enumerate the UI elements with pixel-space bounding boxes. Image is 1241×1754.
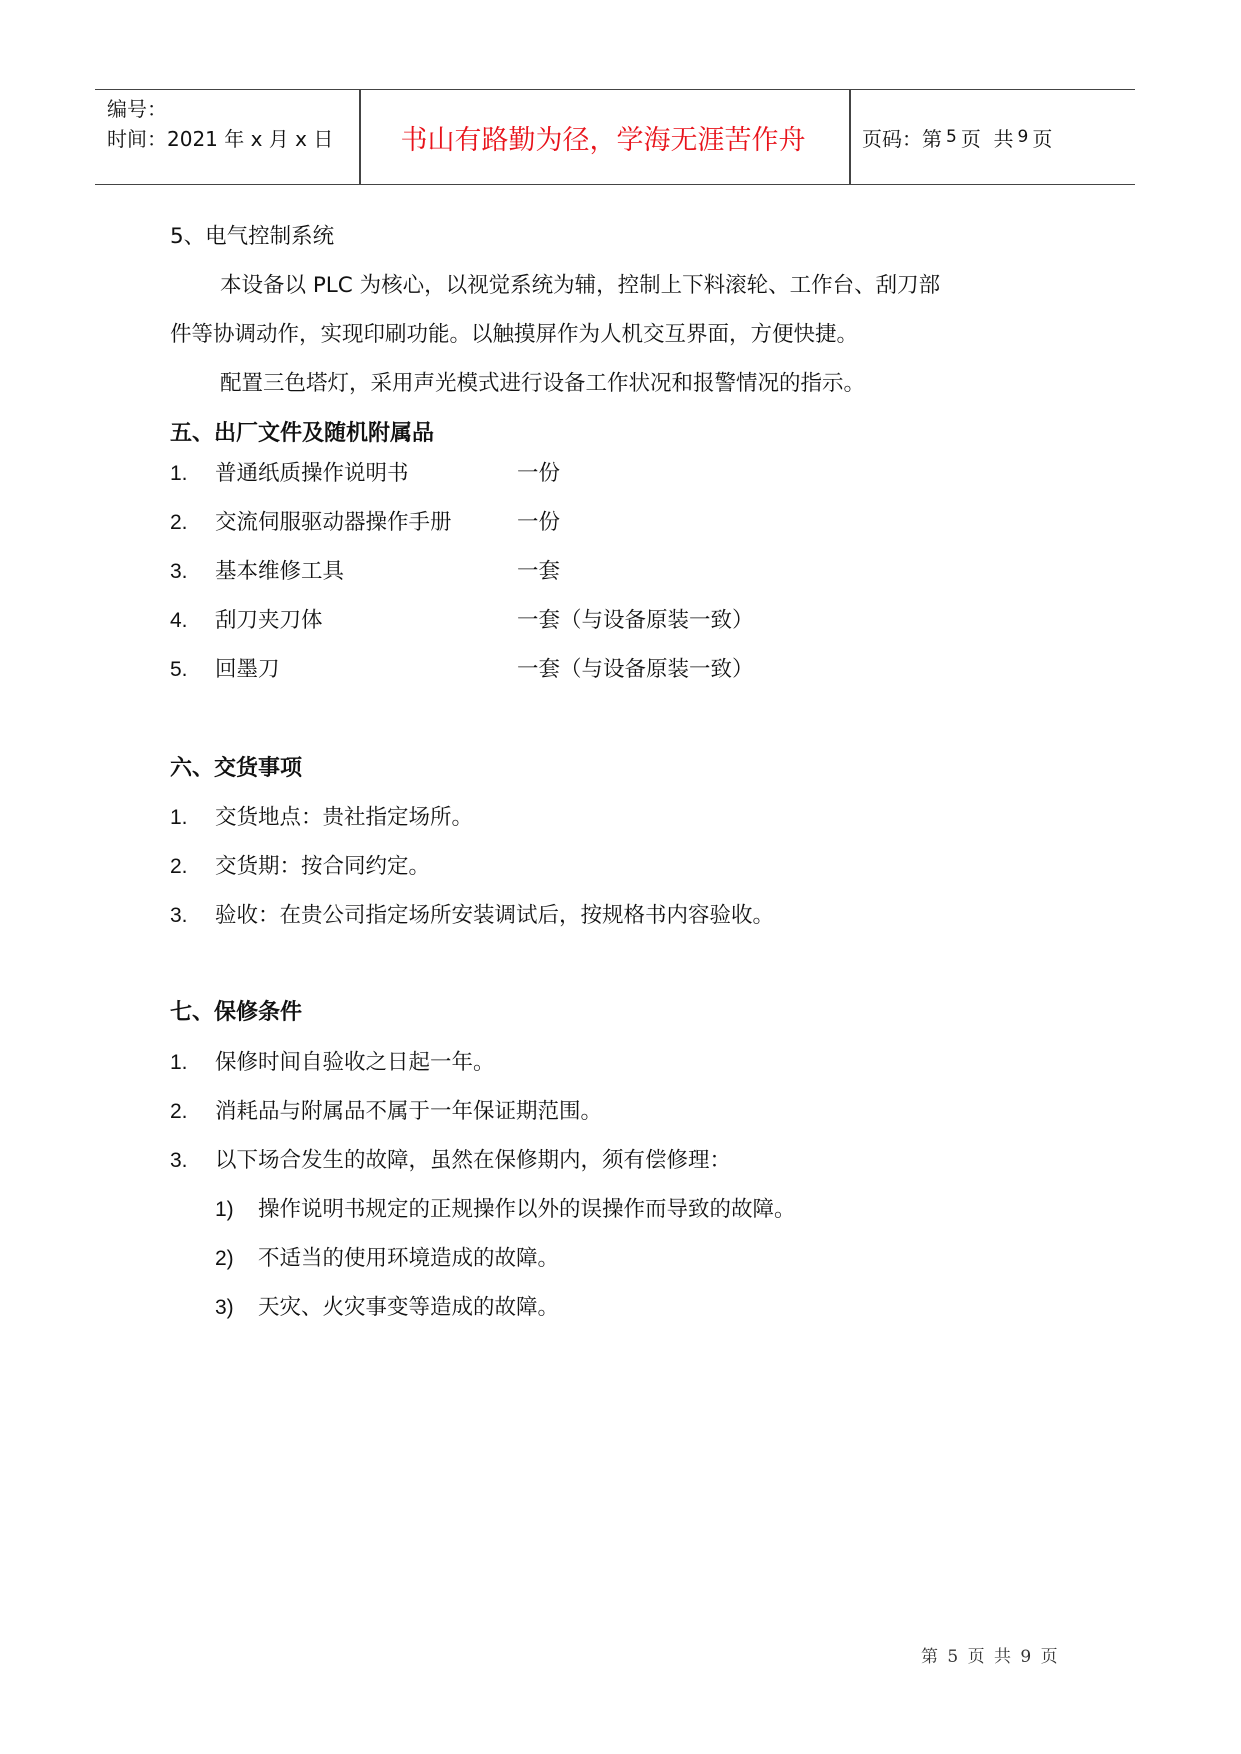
item-name: 普通纸质操作说明书: [215, 461, 409, 486]
sub-list-number: 3): [215, 1296, 234, 1319]
item-text: 交货地点：贵社指定场所。: [215, 805, 474, 830]
page-current: 5: [946, 127, 957, 147]
list-number: 2.: [170, 1100, 188, 1123]
item-qty: 一套: [517, 559, 561, 584]
paragraph-line: 本设备以 PLC 为核心，以视觉系统为辅，控制上下料滚轮、工作台、刮刀部: [220, 273, 941, 298]
header-divider: [849, 90, 851, 184]
list-number: 3.: [170, 1149, 188, 1172]
list-number: 2.: [170, 855, 188, 878]
item-name: 刮刀夹刀体: [215, 608, 323, 633]
page-footer: 第 5 页 共 9 页: [921, 1647, 1058, 1667]
item-text: 保修时间自验收之日起一年。: [215, 1050, 495, 1075]
item-qty: 一份: [517, 510, 561, 535]
list-number: 3.: [170, 904, 188, 927]
section-title: 5、电气控制系统: [170, 224, 335, 249]
page-total: 9: [1017, 127, 1029, 147]
time-label: 时间：2021 年 x 月 x 日: [107, 127, 334, 151]
header-motto: 书山有路勤为径，学海无涯苦作舟: [400, 124, 806, 156]
list-number: 3.: [170, 560, 188, 583]
page-mid: 页 共: [960, 126, 1014, 151]
item-name: 基本维修工具: [215, 559, 345, 584]
page-suffix: 页: [1032, 126, 1053, 151]
paragraph-line: 配置三色塔灯，采用声光模式进行设备工作状况和报警情况的指示。: [220, 371, 866, 396]
list-number: 1.: [170, 462, 188, 485]
list-number: 5.: [170, 658, 188, 681]
section-heading: 七、保修条件: [170, 1000, 303, 1025]
sub-list-number: 1): [215, 1198, 234, 1221]
list-number: 1.: [170, 1051, 188, 1074]
item-text: 交货期：按合同约定。: [215, 854, 431, 879]
item-text: 验收：在贵公司指定场所安装调试后，按规格书内容验收。: [215, 903, 775, 928]
sub-item-text: 操作说明书规定的正规操作以外的误操作而导致的故障。: [258, 1197, 796, 1222]
item-qty: 一套（与设备原装一致）: [517, 608, 754, 633]
sub-item-text: 不适当的使用环境造成的故障。: [258, 1246, 560, 1271]
section-heading: 六、交货事项: [170, 756, 303, 781]
item-name: 交流伺服驱动器操作手册: [215, 510, 452, 535]
item-text: 消耗品与附属品不属于一年保证期范围。: [215, 1099, 603, 1124]
list-number: 1.: [170, 806, 188, 829]
sub-list-number: 2): [215, 1247, 234, 1270]
item-name: 回墨刀: [215, 657, 280, 682]
item-text: 以下场合发生的故障，虽然在保修期内，须有偿修理：: [215, 1148, 732, 1173]
sub-item-text: 天灾、火灾事变等造成的故障。: [258, 1295, 560, 1320]
header-meta: [107, 94, 333, 154]
list-number: 2.: [170, 511, 188, 534]
header-page-number: [862, 90, 1052, 184]
page-prefix: 页码：第: [862, 126, 942, 151]
document-header: [95, 89, 1135, 185]
list-number: 4.: [170, 609, 188, 632]
number-label: 编号：: [107, 97, 167, 121]
paragraph-line: 件等协调动作，实现印刷功能。以触摸屏作为人机交互界面，方便快捷。: [170, 322, 859, 347]
section-heading: 五、出厂文件及随机附属品: [170, 421, 435, 446]
item-qty: 一套（与设备原装一致）: [517, 657, 754, 682]
item-qty: 一份: [517, 461, 561, 486]
